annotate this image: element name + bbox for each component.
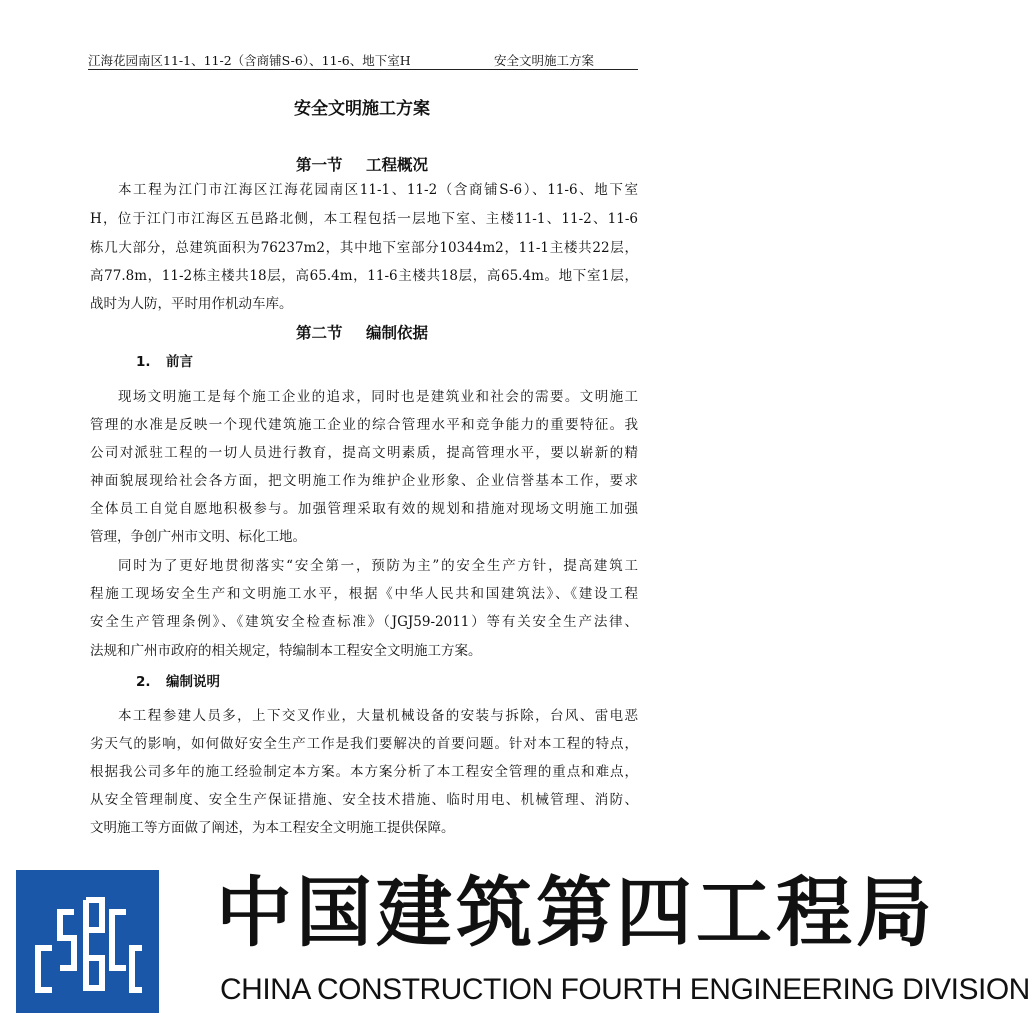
company-logo-banner: [0, 850, 1030, 1024]
subheading-number: 1.: [136, 354, 151, 370]
s1-line-5: 战时为人防，平时用作机动车库。: [90, 296, 293, 312]
company-name-chinese: 中国建筑第四工程局: [216, 868, 936, 957]
p3-line-2: 劣天气的影响，如何做好安全生产工作是我们要解决的首要问题。针对本工程的特点，: [90, 736, 638, 752]
s1-line-4: 高77.8m，11-2栋主楼共18层，高65.4m，11-6主楼共18层，高65.4m。地下室1层，: [90, 268, 638, 284]
p2-line-4: 法规和广州市政府的相关规定，特编制本工程安全文明施工方案。: [90, 643, 482, 659]
s1-line-1: 本工程为江门市江海区江海花园南区11-1、11-2（含商铺S-6）、11-6、地下室: [118, 182, 638, 198]
subheading-text: 前言: [166, 354, 193, 370]
p2-line-2: 程施工现场安全生产和文明施工水平，根据《中华人民共和国建筑法》、《建设工程: [90, 586, 638, 602]
p1-line-2: 管理的水准是反映一个现代建筑施工企业的综合管理水平和竞争能力的重要特征。我: [90, 417, 638, 433]
p1-line-1: 现场文明施工是每个施工企业的追求，同时也是建筑业和社会的需要。文明施工: [118, 389, 638, 405]
section-2-title: 第二节 编制依据: [296, 324, 428, 342]
p1-line-6: 管理，争创广州市文明、标化工地。: [90, 529, 306, 545]
subheading-preface: [136, 350, 193, 370]
running-header: [88, 51, 638, 70]
s1-line-2: H，位于江门市江海区五邑路北侧，本工程包括一层地下室、主楼11-1、11-2、11-6: [90, 211, 638, 227]
cscec-logo-icon: [16, 870, 159, 1013]
header-doc-name: 安全文明施工方案: [494, 53, 595, 68]
header-project-name: 江海花园南区11-1、11-2（含商铺S-6）、11-6、地下室H: [88, 53, 411, 68]
company-name-english: CHINA CONSTRUCTION FOURTH ENGINEERING DIVISION: [220, 973, 1030, 1006]
p3-line-1: 本工程参建人员多，上下交叉作业，大量机械设备的安装与拆除，台风、雷电恶: [118, 708, 638, 724]
p3-line-4: 从安全管理制度、安全生产保证措施、安全技术措施、临时用电、机械管理、消防、: [90, 792, 638, 808]
p3-line-5: 文明施工等方面做了阐述，为本工程安全文明施工提供保障。: [90, 820, 455, 836]
p3-line-3: 根据我公司多年的施工经验制定本方案。本方案分析了本工程安全管理的重点和难点，: [90, 764, 638, 780]
subheading-compilation-notes: [136, 670, 220, 690]
subheading-number: 2.: [136, 674, 151, 690]
p1-line-5: 全体员工自觉自愿地积极参与。加强管理采取有效的规划和措施对现场文明施工加强: [90, 501, 638, 517]
p2-line-3: 安全生产管理条例》、《建筑安全检查标准》（JGJ59-2011）等有关安全生产法律、: [90, 614, 638, 630]
section-1-title: 第一节 工程概况: [296, 156, 428, 174]
p2-line-1: 同时为了更好地贯彻落实“安全第一，预防为主”的安全生产方针，提高建筑工: [118, 558, 638, 574]
p1-line-3: 公司对派驻工程的一切人员进行教育，提高文明素质，提高管理水平，要以崭新的精: [90, 445, 638, 461]
s1-line-3: 栋几大部分，总建筑面积为76237m2，其中地下室部分10344m2，11-1主楼共22层，: [90, 240, 638, 256]
p1-line-4: 神面貌展现给社会各方面，把文明施工作为维护企业形象、企业信誉基本工作，要求: [90, 473, 638, 489]
cscec-mark: [16, 870, 159, 1013]
subheading-text: 编制说明: [166, 674, 220, 690]
document-title: 安全文明施工方案: [294, 99, 430, 119]
